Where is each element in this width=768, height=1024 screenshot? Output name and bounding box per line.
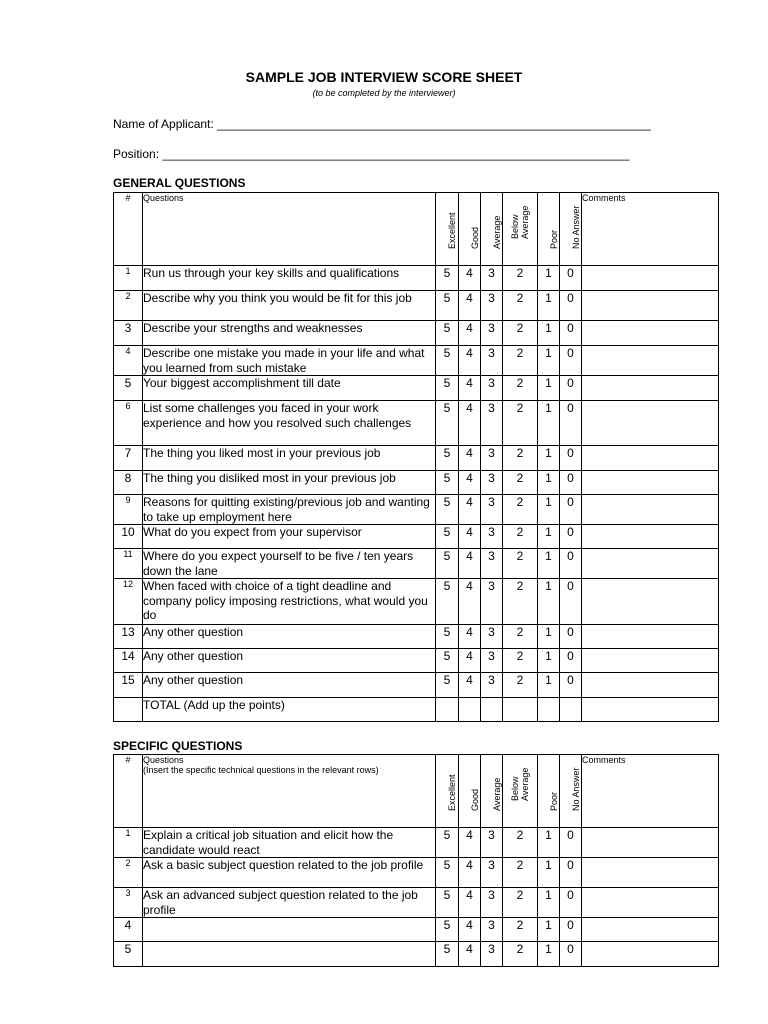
score-option[interactable]: 2 — [503, 649, 538, 673]
col-no-answer-header: No Answer — [560, 755, 582, 828]
question-text: Ask an advanced subject question related to the job profile — [143, 888, 436, 918]
comment-cell[interactable] — [582, 376, 719, 401]
score-option[interactable]: 2 — [503, 266, 538, 291]
score-option[interactable]: 2 — [503, 858, 538, 888]
col-no-answer-header: No Answer — [560, 193, 582, 266]
score-option[interactable]: 0 — [560, 495, 582, 525]
col-poor-header: Poor — [538, 755, 560, 828]
score-option[interactable]: 4 — [459, 828, 481, 858]
score-option[interactable]: 1 — [538, 673, 560, 698]
score-option[interactable]: 1 — [538, 525, 560, 549]
question-row — [114, 446, 719, 471]
specific-questions-heading: SPECIFIC QUESTIONS — [113, 739, 243, 753]
question-number: 2 — [114, 858, 143, 888]
comment-cell[interactable] — [582, 471, 719, 495]
score-option[interactable]: 3 — [481, 888, 503, 918]
question-row — [114, 673, 719, 698]
question-number: 3 — [114, 321, 143, 346]
col-average-header: Average — [481, 193, 503, 266]
score-option[interactable]: 4 — [459, 376, 481, 401]
score-option[interactable]: 0 — [560, 525, 582, 549]
comment-cell[interactable] — [582, 649, 719, 673]
score-option[interactable]: 3 — [481, 673, 503, 698]
score-option[interactable]: 0 — [560, 673, 582, 698]
score-option[interactable]: 1 — [538, 376, 560, 401]
question-text: Your biggest accomplishment till date — [143, 376, 436, 401]
comment-cell[interactable] — [582, 495, 719, 525]
question-text: Where do you expect yourself to be five / ten years down the lane — [143, 549, 436, 579]
question-number: 11 — [114, 549, 143, 579]
score-option[interactable]: 4 — [459, 446, 481, 471]
question-text: Run us through your key skills and qualifications — [143, 266, 436, 291]
score-option[interactable]: 5 — [436, 291, 459, 321]
score-option[interactable]: 1 — [538, 579, 560, 625]
score-option[interactable]: 2 — [503, 495, 538, 525]
applicant-name-field[interactable]: Name of Applicant: _________________________________________________________________ — [113, 117, 651, 131]
question-number: 4 — [114, 346, 143, 376]
score-option[interactable]: 5 — [436, 495, 459, 525]
question-row — [114, 376, 719, 401]
score-option[interactable]: 4 — [459, 401, 481, 446]
score-option[interactable]: 0 — [560, 579, 582, 625]
comment-cell[interactable] — [582, 673, 719, 698]
score-option[interactable]: 1 — [538, 471, 560, 495]
score-option[interactable]: 2 — [503, 446, 538, 471]
score-option[interactable]: 0 — [560, 291, 582, 321]
col-number-header: # — [114, 193, 143, 266]
score-option[interactable]: 5 — [436, 266, 459, 291]
question-row — [114, 291, 719, 321]
score-option[interactable]: 3 — [481, 376, 503, 401]
score-option[interactable]: 5 — [436, 376, 459, 401]
question-row — [114, 401, 719, 446]
comment-cell[interactable] — [582, 346, 719, 376]
score-option[interactable]: 3 — [481, 942, 503, 967]
total-label: TOTAL (Add up the points) — [143, 698, 436, 722]
question-row — [114, 625, 719, 649]
total-comment-cell[interactable] — [582, 698, 719, 722]
total-score-cell[interactable] — [503, 698, 538, 722]
score-option[interactable]: 5 — [436, 579, 459, 625]
score-option[interactable]: 2 — [503, 376, 538, 401]
general-questions-heading: GENERAL QUESTIONS — [113, 176, 246, 190]
score-option[interactable]: 5 — [436, 446, 459, 471]
specific-header-row — [114, 755, 719, 828]
score-option[interactable]: 1 — [538, 266, 560, 291]
question-text: The thing you liked most in your previous job — [143, 446, 436, 471]
score-option[interactable]: 3 — [481, 549, 503, 579]
score-option[interactable]: 4 — [459, 549, 481, 579]
comment-cell[interactable] — [582, 918, 719, 942]
col-questions-header: Questions (Insert the specific technical questions in the relevant rows) — [143, 755, 436, 828]
comment-cell[interactable] — [582, 321, 719, 346]
score-option[interactable]: 3 — [481, 291, 503, 321]
score-option[interactable]: 4 — [459, 858, 481, 888]
score-option[interactable]: 1 — [538, 549, 560, 579]
score-option[interactable]: 2 — [503, 888, 538, 918]
col-below-average-header: Below Average — [503, 755, 538, 828]
comment-cell[interactable] — [582, 888, 719, 918]
total-row — [114, 698, 719, 722]
col-excellent-header: Excellent — [436, 755, 459, 828]
question-row — [114, 942, 719, 967]
score-option[interactable]: 0 — [560, 321, 582, 346]
score-option[interactable]: 3 — [481, 625, 503, 649]
score-option[interactable]: 4 — [459, 579, 481, 625]
score-option[interactable]: 2 — [503, 401, 538, 446]
score-option[interactable]: 3 — [481, 401, 503, 446]
question-text: Describe one mistake you made in your life and what you learned from such mistake — [143, 346, 436, 376]
score-option[interactable]: 1 — [538, 942, 560, 967]
score-option[interactable]: 3 — [481, 649, 503, 673]
question-text: Any other question — [143, 649, 436, 673]
question-text: Explain a critical job situation and elicit how the candidate would react — [143, 828, 436, 858]
question-number: 10 — [114, 525, 143, 549]
score-option[interactable]: 2 — [503, 918, 538, 942]
comment-cell[interactable] — [582, 266, 719, 291]
question-text: Describe why you think you would be fit for this job — [143, 291, 436, 321]
score-option[interactable]: 5 — [436, 625, 459, 649]
total-score-cell[interactable] — [459, 698, 481, 722]
total-score-cell[interactable] — [538, 698, 560, 722]
score-option[interactable]: 2 — [503, 625, 538, 649]
score-option[interactable]: 5 — [436, 401, 459, 446]
score-option[interactable]: 4 — [459, 625, 481, 649]
comment-cell[interactable] — [582, 625, 719, 649]
question-text: Any other question — [143, 673, 436, 698]
comment-cell[interactable] — [582, 579, 719, 625]
col-comments-header: Comments — [582, 755, 719, 828]
score-option[interactable]: 5 — [436, 918, 459, 942]
general-header-row — [114, 193, 719, 266]
score-option[interactable]: 1 — [538, 446, 560, 471]
col-average-header: Average — [481, 755, 503, 828]
score-option[interactable]: 4 — [459, 495, 481, 525]
score-option[interactable]: 3 — [481, 446, 503, 471]
question-row — [114, 266, 719, 291]
score-option[interactable]: 3 — [481, 346, 503, 376]
page-subtitle: (to be completed by the interviewer) — [312, 88, 456, 98]
question-row — [114, 346, 719, 376]
score-option[interactable]: 3 — [481, 471, 503, 495]
score-option[interactable]: 4 — [459, 888, 481, 918]
question-number: 14 — [114, 649, 143, 673]
score-option[interactable]: 1 — [538, 291, 560, 321]
question-text: List some challenges you faced in your work experience and how you resolved such challenges — [143, 401, 436, 446]
score-option[interactable]: 0 — [560, 266, 582, 291]
score-option[interactable]: 5 — [436, 828, 459, 858]
score-option[interactable]: 2 — [503, 291, 538, 321]
specific-questions-table — [113, 754, 719, 967]
general-questions-table — [113, 192, 719, 722]
question-row — [114, 918, 719, 942]
score-option[interactable]: 3 — [481, 858, 503, 888]
score-option[interactable]: 4 — [459, 673, 481, 698]
score-option[interactable]: 0 — [560, 888, 582, 918]
question-number: 3 — [114, 888, 143, 918]
question-number: 5 — [114, 376, 143, 401]
score-option[interactable]: 4 — [459, 471, 481, 495]
question-number: 1 — [114, 828, 143, 858]
question-row — [114, 525, 719, 549]
total-num-cell — [114, 698, 143, 722]
col-good-header: Good — [459, 755, 481, 828]
comment-cell[interactable] — [582, 525, 719, 549]
score-option[interactable]: 5 — [436, 346, 459, 376]
score-option[interactable]: 4 — [459, 346, 481, 376]
score-option[interactable]: 5 — [436, 673, 459, 698]
question-row — [114, 471, 719, 495]
score-option[interactable]: 1 — [538, 321, 560, 346]
score-option[interactable]: 3 — [481, 828, 503, 858]
score-option[interactable]: 0 — [560, 918, 582, 942]
col-questions-header: Questions — [143, 193, 436, 266]
question-row — [114, 579, 719, 625]
score-option[interactable]: 2 — [503, 549, 538, 579]
question-text: Any other question — [143, 625, 436, 649]
total-score-cell[interactable] — [481, 698, 503, 722]
question-row — [114, 888, 719, 918]
position-field[interactable]: Position: ______________________________________________________________________ — [113, 147, 630, 161]
score-option[interactable]: 1 — [538, 649, 560, 673]
col-number-header: # — [114, 755, 143, 828]
score-option[interactable]: 4 — [459, 321, 481, 346]
score-option[interactable]: 4 — [459, 266, 481, 291]
question-number: 8 — [114, 471, 143, 495]
score-option[interactable]: 5 — [436, 471, 459, 495]
comment-cell[interactable] — [582, 858, 719, 888]
question-number: 15 — [114, 673, 143, 698]
score-option[interactable]: 1 — [538, 625, 560, 649]
score-option[interactable]: 0 — [560, 858, 582, 888]
score-option[interactable]: 0 — [560, 828, 582, 858]
total-score-cell[interactable] — [560, 698, 582, 722]
col-below-average-header: Below Average — [503, 193, 538, 266]
col-good-header: Good — [459, 193, 481, 266]
score-option[interactable]: 2 — [503, 673, 538, 698]
question-number: 13 — [114, 625, 143, 649]
score-option[interactable]: 2 — [503, 579, 538, 625]
score-option[interactable]: 0 — [560, 549, 582, 579]
comment-cell[interactable] — [582, 828, 719, 858]
col-excellent-header: Excellent — [436, 193, 459, 266]
score-option[interactable]: 1 — [538, 401, 560, 446]
comment-cell[interactable] — [582, 401, 719, 446]
question-text: When faced with choice of a tight deadline and company policy imposing restrictions, what would you do — [143, 579, 436, 625]
score-option[interactable]: 2 — [503, 942, 538, 967]
score-option[interactable]: 0 — [560, 471, 582, 495]
score-option[interactable]: 3 — [481, 525, 503, 549]
score-option[interactable]: 5 — [436, 321, 459, 346]
question-number: 1 — [114, 266, 143, 291]
col-poor-header: Poor — [538, 193, 560, 266]
score-option[interactable]: 2 — [503, 321, 538, 346]
question-text: Describe your strengths and weaknesses — [143, 321, 436, 346]
score-option[interactable]: 3 — [481, 918, 503, 942]
comment-cell[interactable] — [582, 549, 719, 579]
comment-cell[interactable] — [582, 291, 719, 321]
question-row — [114, 858, 719, 888]
question-row — [114, 549, 719, 579]
score-option[interactable]: 0 — [560, 446, 582, 471]
score-option[interactable]: 4 — [459, 649, 481, 673]
score-option[interactable]: 2 — [503, 525, 538, 549]
question-number: 2 — [114, 291, 143, 321]
question-row — [114, 321, 719, 346]
score-option[interactable]: 0 — [560, 942, 582, 967]
score-option[interactable]: 4 — [459, 942, 481, 967]
col-comments-header: Comments — [582, 193, 719, 266]
score-option[interactable]: 4 — [459, 291, 481, 321]
score-option[interactable]: 1 — [538, 828, 560, 858]
question-text — [143, 918, 436, 942]
page-title: SAMPLE JOB INTERVIEW SCORE SHEET — [245, 69, 523, 85]
score-option[interactable]: 5 — [436, 649, 459, 673]
score-option[interactable]: 1 — [538, 858, 560, 888]
score-option[interactable]: 0 — [560, 649, 582, 673]
question-text: Ask a basic subject question related to the job profile — [143, 858, 436, 888]
question-text — [143, 942, 436, 967]
score-option[interactable]: 2 — [503, 471, 538, 495]
comment-cell[interactable] — [582, 942, 719, 967]
score-option[interactable]: 5 — [436, 888, 459, 918]
score-option[interactable]: 0 — [560, 401, 582, 446]
score-option[interactable]: 0 — [560, 376, 582, 401]
question-row — [114, 828, 719, 858]
question-text: Reasons for quitting existing/previous job and wanting to take up employment here — [143, 495, 436, 525]
question-row — [114, 495, 719, 525]
score-option[interactable]: 5 — [436, 525, 459, 549]
question-number: 6 — [114, 401, 143, 446]
question-number: 5 — [114, 942, 143, 967]
score-option[interactable]: 1 — [538, 918, 560, 942]
score-option[interactable]: 1 — [538, 888, 560, 918]
score-option[interactable]: 5 — [436, 549, 459, 579]
score-option[interactable]: 3 — [481, 266, 503, 291]
comment-cell[interactable] — [582, 446, 719, 471]
score-option[interactable]: 3 — [481, 579, 503, 625]
question-number: 12 — [114, 579, 143, 625]
score-option[interactable]: 2 — [503, 828, 538, 858]
score-option[interactable]: 3 — [481, 495, 503, 525]
score-option[interactable]: 3 — [481, 321, 503, 346]
question-number: 7 — [114, 446, 143, 471]
score-option[interactable]: 0 — [560, 346, 582, 376]
score-option[interactable]: 1 — [538, 346, 560, 376]
total-score-cell[interactable] — [436, 698, 459, 722]
question-number: 9 — [114, 495, 143, 525]
question-number: 4 — [114, 918, 143, 942]
question-text: The thing you disliked most in your previous job — [143, 471, 436, 495]
question-row — [114, 649, 719, 673]
question-text: What do you expect from your supervisor — [143, 525, 436, 549]
score-option[interactable]: 5 — [436, 858, 459, 888]
score-option[interactable]: 2 — [503, 346, 538, 376]
score-option[interactable]: 4 — [459, 525, 481, 549]
score-option[interactable]: 0 — [560, 625, 582, 649]
score-option[interactable]: 4 — [459, 918, 481, 942]
score-option[interactable]: 1 — [538, 495, 560, 525]
score-option[interactable]: 5 — [436, 942, 459, 967]
